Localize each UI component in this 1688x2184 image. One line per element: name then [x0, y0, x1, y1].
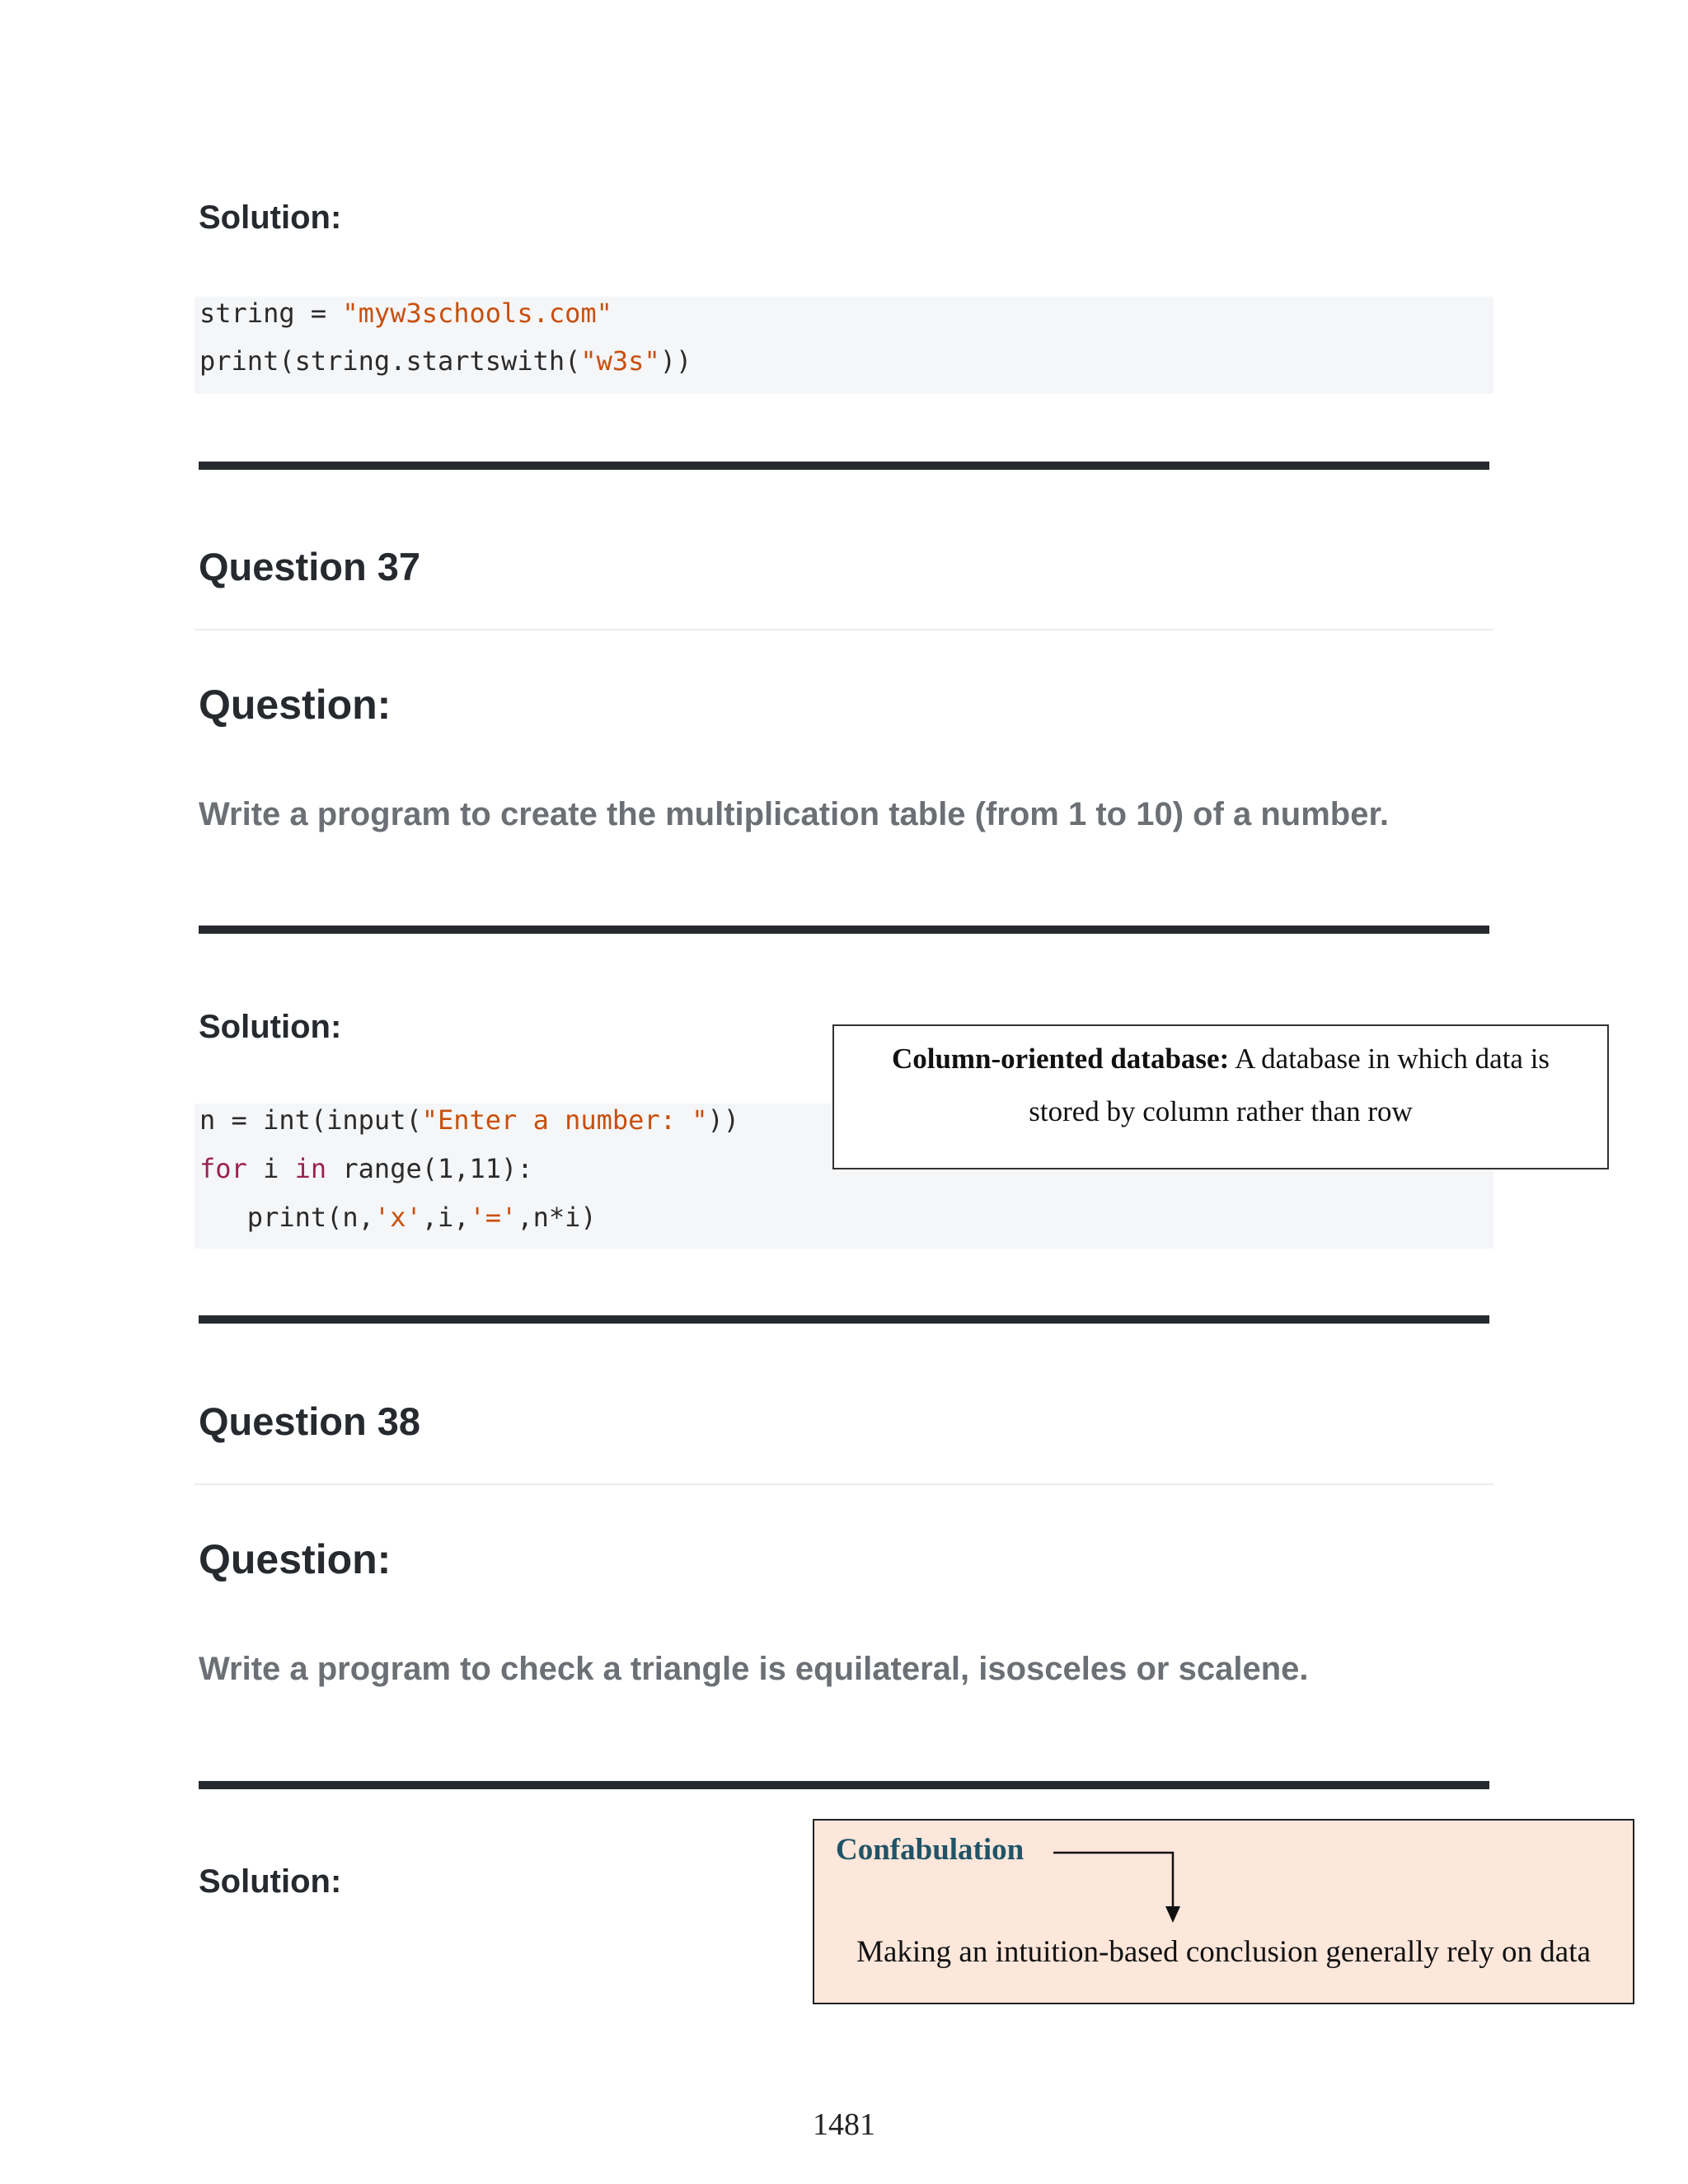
solution-heading: Solution:	[199, 1863, 342, 1900]
question-heading: Question:	[199, 682, 392, 728]
arrow-icon	[1053, 1845, 1185, 1928]
note-body: Making an intuition-based conclusion generally rely on data	[856, 1935, 1591, 1969]
note-title: Confabulation	[836, 1833, 1025, 1867]
question-prompt: Write a program to create the multiplication table (from 1 to 10) of a number.	[199, 796, 1389, 832]
question-number-heading: Question 37	[199, 545, 421, 588]
section-divider	[199, 462, 1489, 470]
question-number-heading: Question 38	[199, 1399, 421, 1443]
section-divider	[199, 1781, 1489, 1789]
solution-heading: Solution:	[199, 1009, 342, 1045]
question-prompt: Write a program to check a triangle is equilateral, isosceles or scalene.	[199, 1651, 1309, 1687]
section-divider	[199, 926, 1489, 934]
section-divider	[199, 1315, 1489, 1324]
code-line: n = int(input("Enter a number: "))	[199, 1104, 740, 1136]
solution-heading: Solution:	[199, 199, 342, 236]
code-line: for i in range(1,11):	[199, 1153, 533, 1184]
code-block	[195, 297, 1493, 394]
note-definition: A database in which data is	[1229, 1043, 1550, 1075]
code-line: print(n,'x',i,'=',n*i)	[199, 1202, 597, 1233]
question-heading: Question:	[199, 1536, 392, 1582]
confabulation-note	[813, 1819, 1634, 2004]
note-definition: stored by column rather than row	[1029, 1095, 1413, 1127]
heading-underline	[195, 629, 1493, 630]
heading-underline	[195, 1483, 1493, 1485]
code-line: string = "myw3schools.com"	[199, 298, 612, 329]
page-number: 1481	[813, 2107, 875, 2142]
code-line: print(string.startswith("w3s"))	[199, 345, 692, 377]
definition-note	[832, 1024, 1609, 1169]
note-term: Column-oriented database:	[891, 1043, 1230, 1075]
